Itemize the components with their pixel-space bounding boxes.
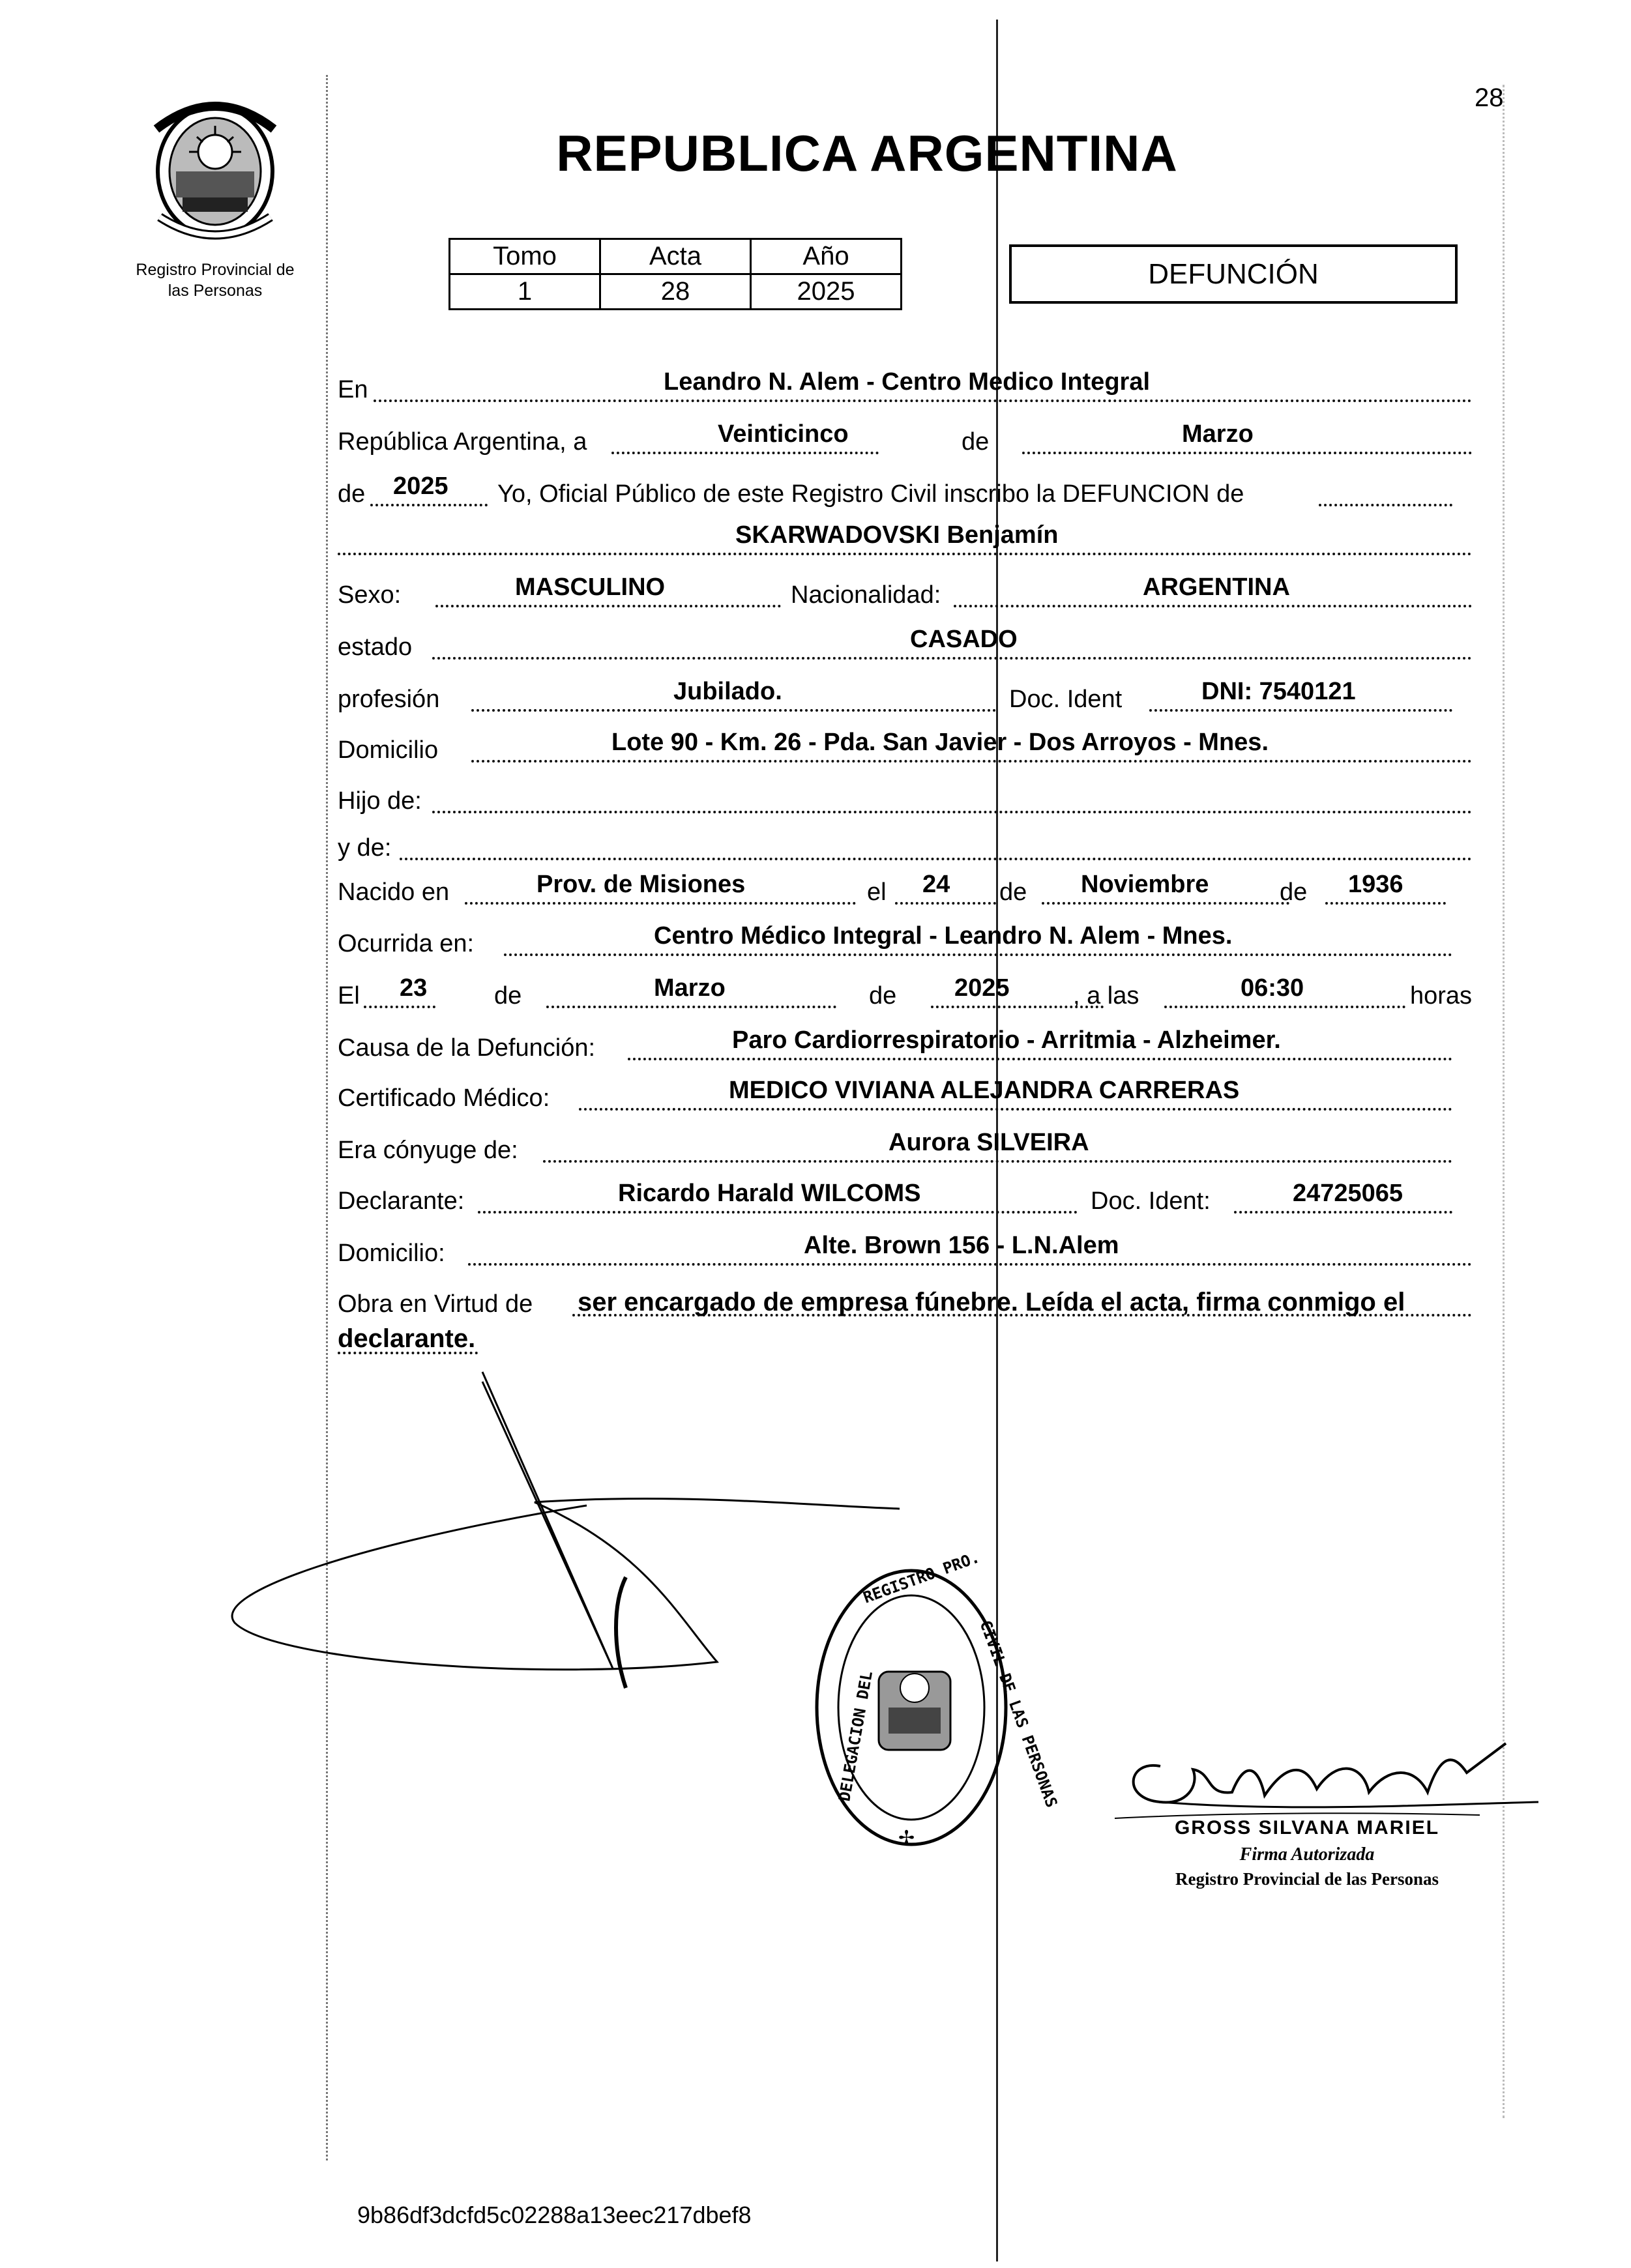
- value-estado: CASADO: [910, 626, 1018, 653]
- label-estado: estado: [338, 633, 413, 661]
- acta-value-anio: 2025: [751, 274, 902, 310]
- row-nombre: [338, 521, 1472, 574]
- value-nac-anio: 1936: [1348, 871, 1403, 898]
- value-nacionalidad: ARGENTINA: [1143, 574, 1290, 601]
- value-def-hora: 06:30: [1241, 974, 1304, 1002]
- acta-header-acta: Acta: [600, 239, 751, 274]
- row-domicilio-declarante: [338, 1232, 1472, 1284]
- svg-text:✢: ✢: [898, 1827, 915, 1850]
- value-nac-dia: 24: [922, 871, 950, 898]
- row-lugar: [338, 368, 1472, 420]
- value-profesion: Jubilado.: [673, 678, 782, 705]
- svg-text:REGISTRO PRO.: REGISTRO PRO.: [860, 1548, 982, 1607]
- value-nac-mes: Noviembre: [1081, 871, 1209, 898]
- value-def-anio: 2025: [954, 974, 1010, 1002]
- row-obra: [338, 1283, 1472, 1367]
- row-anio-inscripcion: [338, 472, 1472, 525]
- label-El: El: [338, 982, 360, 1010]
- value-obra-line2: declarante.: [338, 1324, 476, 1353]
- value-ocurrida: Centro Médico Integral - Leandro N. Alem - Mnes.: [654, 922, 1233, 950]
- value-domicilio-declarante: Alte. Brown 156 - L.N.Alem: [804, 1232, 1119, 1259]
- value-def-mes: Marzo: [654, 974, 726, 1002]
- label-nac-de2: de: [1280, 879, 1308, 906]
- svg-text:DELEGACION DEL: DELEGACION DEL: [835, 1669, 877, 1803]
- label-alas: , a las: [1073, 982, 1139, 1010]
- label-nacido: Nacido en: [338, 879, 450, 906]
- field-y-de: [400, 826, 1472, 860]
- acta-header-anio: Año: [751, 239, 902, 274]
- label-doc-ident: Doc. Ident: [1009, 686, 1123, 713]
- row-fecha-defuncion: [338, 974, 1472, 1026]
- value-lugar: Leandro N. Alem - Centro Medico Integral: [664, 368, 1151, 396]
- field-hijo: [432, 779, 1472, 813]
- acta-value-acta: 28: [600, 274, 751, 310]
- label-de-anio: de: [338, 480, 366, 508]
- label-el: el: [867, 879, 887, 906]
- value-domicilio: Lote 90 - Km. 26 - Pda. San Javier - Dos Arroyos - Mnes.: [611, 729, 1269, 756]
- registry-stamp: [801, 1548, 1061, 1864]
- row-ocurrida: [338, 922, 1472, 974]
- label-causa: Causa de la Defunción:: [338, 1034, 596, 1062]
- label-ocurrida: Ocurrida en:: [338, 930, 475, 957]
- field-inscribo: [1319, 472, 1452, 506]
- row-conyuge: [338, 1129, 1472, 1181]
- row-nacimiento: [338, 871, 1472, 923]
- text-inscribo: Yo, Oficial Público de este Registro Civil inscribo la DEFUNCION de: [497, 480, 1244, 508]
- value-def-dia: 23: [400, 974, 428, 1002]
- label-republica: República Argentina, a: [338, 428, 587, 456]
- acta-table: [448, 238, 902, 310]
- value-nombre: SKARWADOVSKI Benjamín: [735, 521, 1059, 549]
- acta-header-tomo: Tomo: [450, 239, 600, 274]
- value-doc-ident-declarante: 24725065: [1293, 1180, 1403, 1207]
- row-estado: [338, 626, 1472, 678]
- acta-table-value-row: [450, 274, 902, 310]
- value-certificado: MEDICO VIVIANA ALEJANDRA CARRERAS: [729, 1077, 1240, 1104]
- province-seal-logo: [137, 90, 293, 246]
- label-horas: horas: [1410, 982, 1473, 1010]
- svg-text:CIVIL DE LAS PERSONAS: CIVIL DE LAS PERSONAS: [976, 1618, 1061, 1810]
- value-mes: Marzo: [1182, 420, 1254, 448]
- row-hijo: [338, 779, 1472, 832]
- value-doc-ident: DNI: 7540121: [1201, 678, 1356, 705]
- left-margin-line: [326, 75, 328, 2160]
- label-profesion: profesión: [338, 686, 440, 713]
- label-def-de2: de: [869, 982, 897, 1010]
- value-conyuge: Aurora SILVEIRA: [889, 1129, 1089, 1156]
- value-anio: 2025: [393, 472, 448, 500]
- value-nacido: Prov. de Misiones: [536, 871, 746, 898]
- label-certificado: Certificado Médico:: [338, 1084, 550, 1112]
- acta-value-tomo: 1: [450, 274, 600, 310]
- acta-table-header-row: [450, 239, 902, 274]
- label-domicilio-declarante: Domicilio:: [338, 1240, 445, 1267]
- row-fecha-inscripcion: [338, 420, 1472, 472]
- label-declarante: Declarante:: [338, 1187, 465, 1215]
- label-conyuge: Era cónyuge de:: [338, 1137, 518, 1164]
- official-org: Registro Provincial de las Personas: [1175, 1869, 1439, 1889]
- label-domicilio: Domicilio: [338, 736, 439, 764]
- label-hijo: Hijo de:: [338, 787, 422, 815]
- value-obra-line1: ser encargado de empresa fúnebre. Leída el acta, firma conmigo el: [578, 1288, 1405, 1316]
- official-name: GROSS SILVANA MARIEL: [1174, 1817, 1440, 1839]
- value-sexo: MASCULINO: [515, 574, 666, 601]
- label-sexo: Sexo:: [338, 581, 402, 609]
- official-role: Firma Autorizada: [1239, 1844, 1375, 1865]
- registry-name: [104, 259, 326, 301]
- row-profesion: [338, 678, 1472, 730]
- record-type-box: DEFUNCIÓN: [1009, 244, 1458, 304]
- page-number: 28: [1475, 83, 1504, 112]
- row-certificado: [338, 1077, 1472, 1129]
- row-domicilio: [338, 729, 1472, 781]
- value-declarante: Ricardo Harald WILCOMS: [618, 1180, 921, 1207]
- page-title: REPUBLICA ARGENTINA: [556, 124, 1178, 182]
- label-obra: Obra en Virtud de: [338, 1290, 533, 1318]
- value-dia: Veinticinco: [718, 420, 849, 448]
- row-causa: [338, 1026, 1472, 1079]
- label-nac-de1: de: [999, 879, 1027, 906]
- declarant-signature: [222, 1356, 887, 1747]
- label-nacionalidad: Nacionalidad:: [791, 581, 941, 609]
- label-y-de: y de:: [338, 834, 392, 862]
- label-doc-ident-declarante: Doc. Ident:: [1091, 1187, 1211, 1215]
- registry-name-line2: las Personas: [168, 282, 263, 300]
- label-en: En: [338, 376, 368, 403]
- official-signature: [1089, 1740, 1538, 1825]
- row-declarante: [338, 1180, 1472, 1232]
- registry-name-line1: Registro Provincial de: [136, 261, 295, 279]
- row-sexo: [338, 574, 1472, 626]
- value-causa: Paro Cardiorrespiratorio - Arritmia - Alzheimer.: [732, 1026, 1281, 1054]
- label-de: de: [962, 428, 990, 456]
- label-def-de1: de: [494, 982, 522, 1010]
- footer-hash: 9b86df3dcfd5c02288a13eec217dbef8: [357, 2202, 752, 2228]
